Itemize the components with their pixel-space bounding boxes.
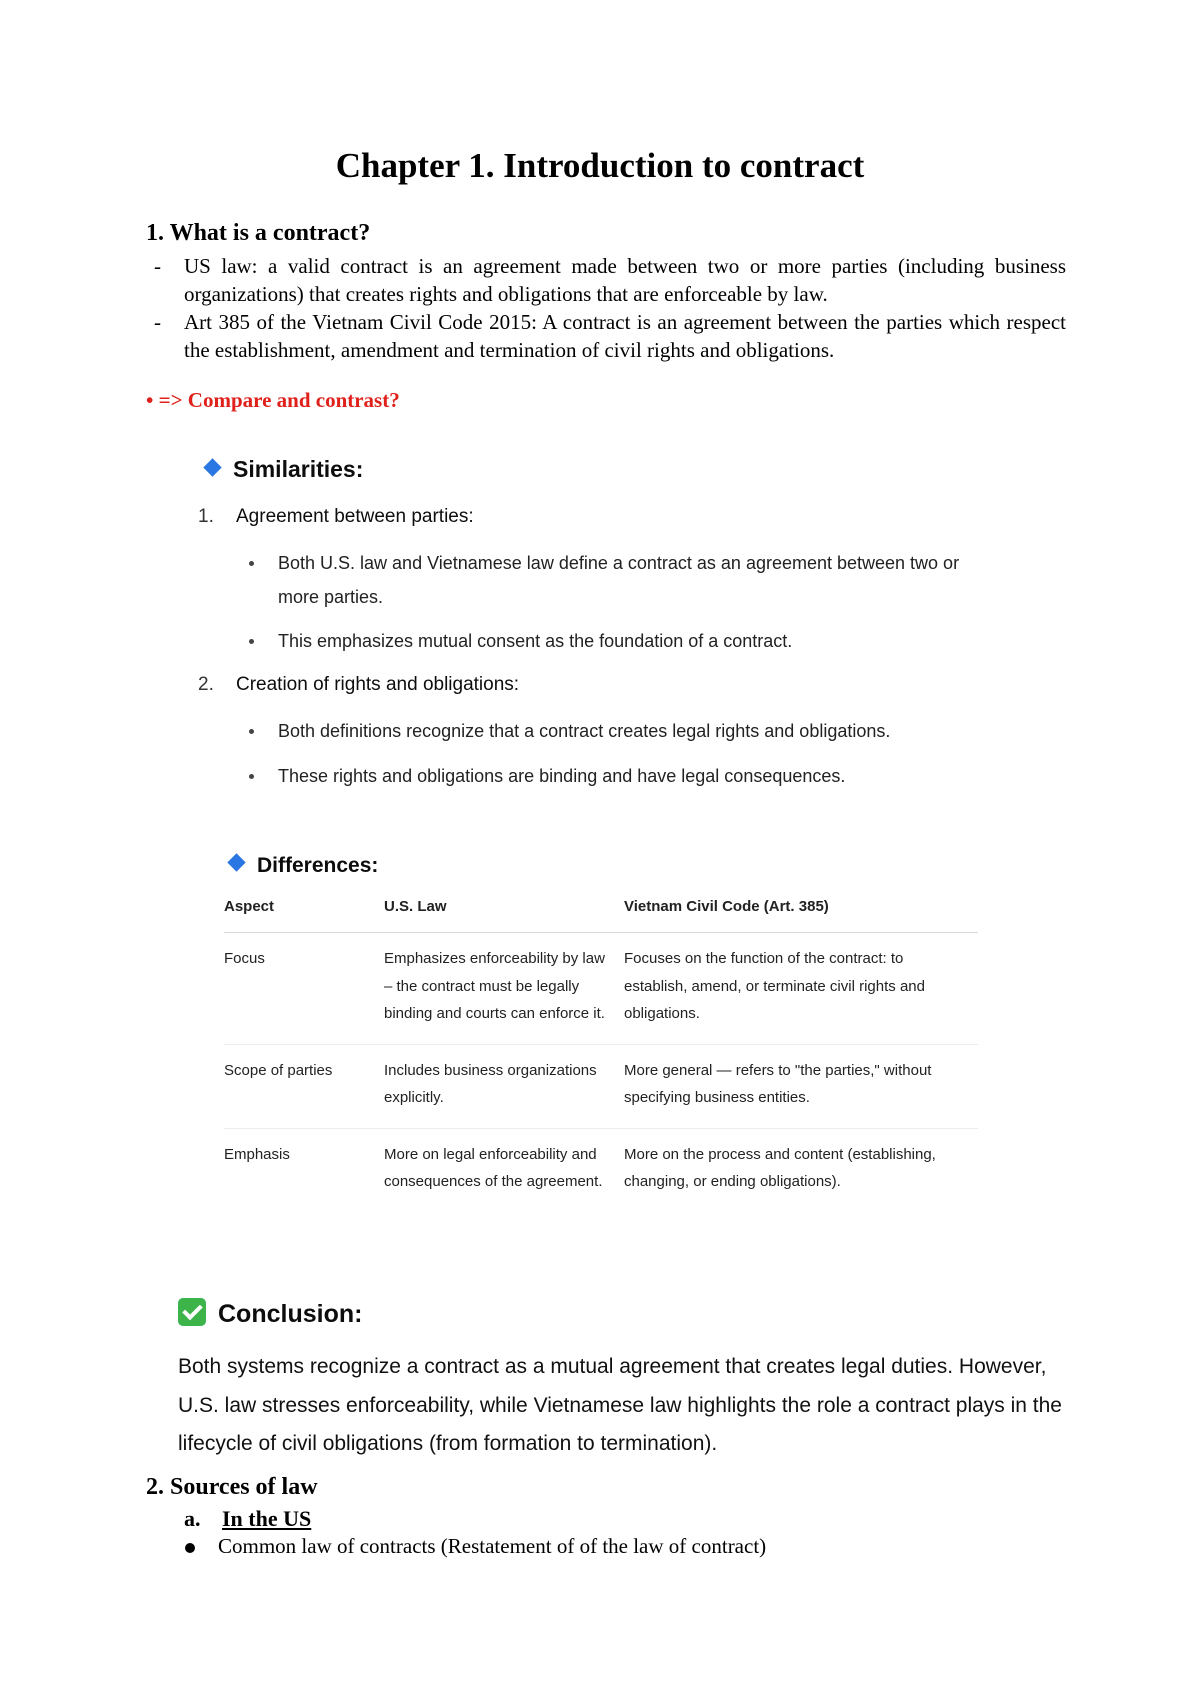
item-title: Agreement between parties:: [236, 506, 474, 527]
differences-heading-text: Differences:: [257, 854, 379, 877]
table-row: [224, 1128, 978, 1212]
dash-marker: -: [154, 310, 161, 334]
table-cell: Focuses on the function of the contract: to establish, amend, or terminate civil rights and obligations.: [624, 933, 978, 1045]
column-header-vietnam-code: Vietnam Civil Code (Art. 385): [624, 898, 978, 933]
conclusion-heading-text: Conclusion:: [218, 1300, 363, 1328]
list-item-text: Common law of contracts (Restatement of of the law of contract): [218, 1534, 767, 1558]
table-cell: More on legal enforceability and consequences of the agreement.: [384, 1145, 603, 1190]
similarity-bullet: Both U.S. law and Vietnamese law define a contract as an agreement between two or more parties.: [278, 546, 998, 614]
similarities-heading: [206, 456, 363, 483]
table-cell: More on the process and content (establishing, changing, or ending obligations).: [624, 1145, 936, 1190]
definition-text: US law: a valid contract is an agreement made between two or more parties (including business organizations) that creates rights and obligations that are enforceable by law.: [184, 254, 1066, 306]
dash-marker: -: [154, 254, 161, 278]
definition-us-law: [154, 252, 1066, 308]
section-heading-sources-of-law: 2. Sources of law: [146, 1474, 318, 1500]
similarity-item-1: [198, 506, 474, 528]
bullet-icon: [185, 1543, 195, 1553]
checkmark-icon: [178, 1298, 206, 1326]
differences-table: [224, 898, 978, 1212]
list-item: [218, 1534, 766, 1559]
similarities-heading-text: Similarities:: [233, 456, 364, 482]
table-cell: Emphasizes enforceability by law – the contract must be legally binding and courts can enforce it.: [384, 933, 624, 1045]
definition-text: Art 385 of the Vietnam Civil Code 2015: A contract is an agreement between the parties which respect the establishment, amendment and termination of civil rights and obligations.: [184, 310, 1066, 362]
definition-vietnam-code: [154, 308, 1066, 364]
item-number: 2.: [198, 674, 214, 695]
table-cell: More general — refers to "the parties," without specifying business entities.: [624, 1044, 978, 1128]
table-row: [224, 933, 978, 1045]
similarity-bullet: Both definitions recognize that a contract creates legal rights and obligations.: [278, 714, 998, 748]
compare-prompt: • => Compare and contrast?: [146, 388, 400, 412]
table-cell: Emphasis: [224, 1145, 290, 1163]
differences-heading: [230, 854, 378, 878]
section-heading-what-is-contract: 1. What is a contract?: [146, 220, 371, 246]
table-header-row: [224, 898, 978, 933]
item-title: Creation of rights and obligations:: [236, 674, 520, 695]
item-number: 1.: [198, 506, 214, 527]
table-cell: Includes business organizations explicitly.: [384, 1044, 624, 1128]
page-title: Chapter 1. Introduction to contract: [335, 146, 865, 185]
subsection-title: In the US: [222, 1506, 312, 1531]
blue-diamond-icon: [227, 853, 245, 871]
table-cell: Scope of parties: [224, 1044, 384, 1128]
conclusion-heading: [178, 1298, 362, 1329]
column-header-aspect: Aspect: [224, 898, 384, 933]
subsection-label: a.: [184, 1506, 201, 1531]
blue-diamond-icon: [203, 458, 221, 476]
similarity-item-2: [198, 674, 519, 696]
similarity-bullet: This emphasizes mutual consent as the foundation of a contract.: [278, 624, 998, 658]
column-header-us-law: U.S. Law: [384, 898, 624, 933]
conclusion-text: Both systems recognize a contract as a mutual agreement that creates legal duties. However, U.S. law stresses enforceability, while Vietnamese law highlights the role a contract plays in the lifecycle of civil obligations (from formation to termination).: [178, 1355, 1062, 1455]
similarity-bullet: These rights and obligations are binding and have legal consequences.: [278, 759, 998, 793]
table-row: [224, 1044, 978, 1128]
table-cell: Focus: [224, 933, 384, 1045]
